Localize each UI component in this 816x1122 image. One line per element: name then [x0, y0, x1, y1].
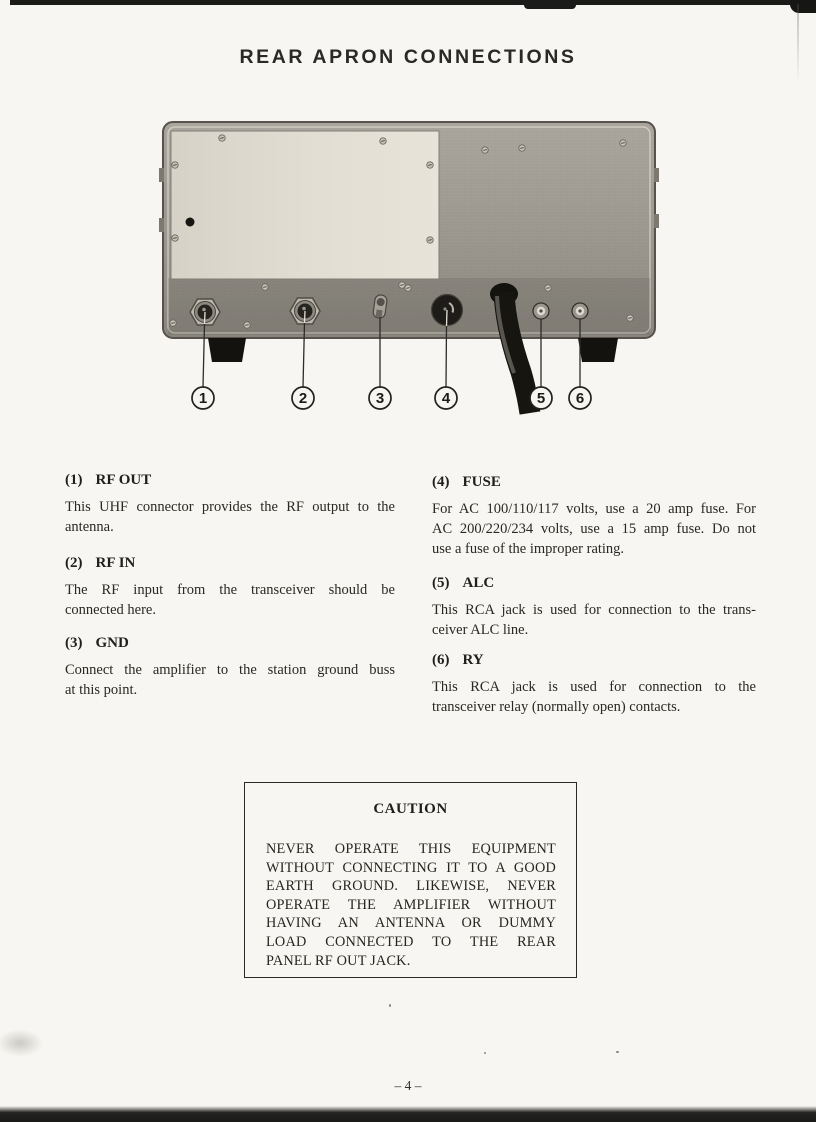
callout-3 — [369, 387, 391, 409]
section-rf-out — [65, 471, 395, 537]
scan-edge-shadow — [797, 4, 799, 84]
section-fuse — [432, 473, 756, 559]
callout-number: 2 — [298, 390, 308, 407]
text-line: Connect the amplifier to the station ground buss — [65, 662, 395, 678]
section-number: (4) — [432, 474, 450, 490]
callout-5 — [530, 387, 552, 409]
text-line: This UHF connector provides the RF output to the — [65, 499, 395, 515]
callout-6 — [569, 387, 591, 409]
ry-jack — [572, 303, 588, 319]
section-body — [65, 580, 395, 620]
callout-1 — [192, 387, 214, 409]
section-heading — [432, 473, 756, 491]
text-line: EARTH GROUND. LIKEWISE, NEVER — [266, 878, 556, 895]
section-number: (6) — [432, 652, 450, 668]
scan-speck — [484, 1052, 486, 1054]
section-body — [432, 600, 756, 640]
callout-4 — [435, 387, 457, 409]
chassis-foot — [208, 338, 246, 362]
text-line: For AC 100/110/117 volts, use a 20 amp fuse. For — [432, 501, 756, 517]
callout-number: 3 — [375, 390, 385, 407]
section-number: (3) — [65, 635, 83, 651]
section-alc — [432, 574, 756, 640]
text-line: antenna. — [65, 519, 114, 535]
section-label: GND — [95, 635, 129, 651]
text-line: HAVING AN ANTENNA OR DUMMY — [266, 915, 556, 932]
text-line: use a fuse of the improper rating. — [432, 541, 625, 557]
section-rf-in — [65, 554, 395, 620]
text-line: at this point. — [65, 682, 138, 698]
section-heading — [65, 554, 395, 572]
scan-edge-top — [10, 0, 816, 5]
section-gnd — [65, 634, 395, 700]
section-heading — [432, 651, 756, 669]
scan-speck — [389, 1004, 391, 1007]
section-body — [65, 497, 395, 537]
alc-jack — [533, 303, 549, 319]
text-line: WITHOUT CONNECTING IT TO A GOOD — [266, 859, 556, 876]
section-body — [432, 499, 756, 559]
section-heading — [65, 634, 395, 652]
caution-body — [266, 840, 556, 970]
text-line: OPERATE THE AMPLIFIER WITHOUT — [266, 896, 556, 913]
callout-number: 6 — [575, 390, 585, 407]
section-body — [65, 660, 395, 700]
page-number: – 4 – — [394, 1078, 422, 1093]
side-tab — [654, 214, 659, 228]
page-title: REAR APRON CONNECTIONS — [239, 46, 577, 68]
text-line: The RF input from the transceiver should be — [65, 582, 395, 598]
section-ry — [432, 651, 756, 717]
text-line: NEVER OPERATE THIS EQUIPMENT — [266, 841, 556, 857]
section-label: RF IN — [95, 555, 136, 571]
caution-box — [244, 782, 577, 978]
text-line: transceiver relay (normally open) contacts. — [432, 699, 681, 715]
scan-edge-bottom — [0, 1106, 816, 1122]
text-line: connected here. — [65, 602, 156, 618]
text-line: PANEL RF OUT JACK. — [266, 952, 411, 969]
caution-title: CAUTION — [373, 801, 448, 817]
section-number: (2) — [65, 555, 83, 571]
text-line: LOAD CONNECTED TO THE REAR — [266, 933, 556, 950]
text-line: ceiver ALC line. — [432, 622, 529, 638]
scan-smudge — [0, 1024, 52, 1062]
section-body — [432, 677, 756, 717]
side-tab — [654, 168, 659, 182]
section-number: (5) — [432, 575, 450, 591]
section-heading — [65, 471, 395, 489]
section-label: FUSE — [462, 474, 501, 490]
section-number: (1) — [65, 472, 83, 488]
chassis-foot — [578, 338, 618, 362]
scan-speck — [616, 1051, 619, 1053]
section-label: RF OUT — [95, 472, 152, 488]
section-heading — [432, 574, 756, 592]
callout-number: 4 — [441, 390, 451, 407]
vent-hole — [186, 218, 195, 227]
text-line: This RCA jack is used for connection to the trans- — [432, 602, 756, 618]
scan-blob — [524, 0, 576, 9]
text-line: This RCA jack is used for connection to the — [432, 679, 756, 695]
side-tab — [159, 168, 164, 182]
callout-number: 5 — [536, 390, 546, 407]
rear-panel-photo — [140, 110, 700, 420]
side-tab — [159, 218, 164, 232]
callout-2 — [292, 387, 314, 409]
access-panel — [171, 131, 439, 279]
section-label: RY — [462, 652, 484, 668]
section-label: ALC — [462, 575, 495, 591]
scan-corner — [790, 0, 816, 13]
callout-number: 1 — [198, 390, 208, 407]
text-line: AC 200/220/234 volts, use a 15 amp fuse. Do not — [432, 521, 756, 537]
